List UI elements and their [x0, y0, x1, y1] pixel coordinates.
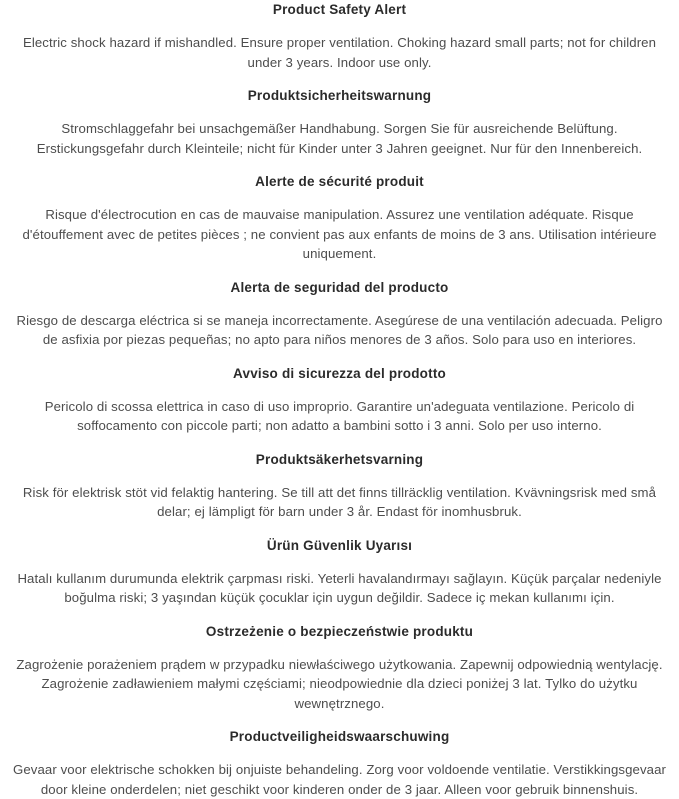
section-body-de: Stromschlaggefahr bei unsachgemäßer Handhabung. Sorgen Sie für ausreichende Belüftung. Erstickungsgefahr durch Kleinteile; nicht für Kinder unter 3 Jahren geeignet. Nur für den Innenbereich. — [36, 121, 643, 156]
safety-section-de — [8, 88, 671, 158]
section-body-pl: Zagrożenie porażeniem prądem w przypadku niewłaściwego użytkowania. Zapewnij odpowiednią wentylację. Zagrożenie zadławieniem małymi częściami; nieodpowiednie dla dzieci poniżej 3 lat. Tylko do użytku wewnętrznego. — [16, 656, 663, 711]
safety-section-it — [8, 366, 671, 436]
safety-section-es — [8, 280, 671, 350]
section-title-tr: Ürün Güvenlik Uyarısı — [266, 537, 413, 553]
safety-section-pl — [8, 624, 671, 714]
section-title-fr: Alerte de sécurité produit — [255, 174, 424, 189]
section-title-nl: Productveiligheidswaarschuwing — [229, 729, 450, 744]
safety-section-nl — [8, 729, 671, 799]
safety-section-en — [8, 2, 671, 72]
section-body-sv: Risk för elektrisk stöt vid felaktig hantering. Se till att det finns tillräcklig ventilation. Kvävningsrisk med små delar; ej lämpligt för barn under 3 år. Endast för inomhusbruk. — [22, 484, 657, 519]
section-body-it: Pericolo di scossa elettrica in caso di uso improprio. Garantire un'adeguata ventilazione. Pericolo di soffocamento con piccole parti; non adatto a bambini sotto i 3 anni. Solo per uso interno. — [44, 398, 635, 433]
section-title-es: Alerta de seguridad del producto — [230, 279, 449, 295]
section-title-pl: Ostrzeżenie o bezpieczeństwie produktu — [205, 623, 474, 639]
section-title-de: Produktsicherheitswarnung — [247, 88, 432, 103]
section-title-it: Avviso di sicurezza del prodotto — [233, 365, 446, 381]
section-title-sv: Produktsäkerhetsvarning — [255, 451, 424, 467]
section-body-es: Riesgo de descarga eléctrica si se maneja incorrectamente. Asegúrese de una ventilación adecuada. Peligro de asfixia por piezas pequeñas; no apto para niños menores de 3 años. Solo para uso en interiores. — [16, 312, 663, 347]
safety-section-tr — [8, 538, 671, 608]
section-body-en: Electric shock hazard if mishandled. Ensure proper ventilation. Choking hazard small parts; not for children under 3 years. Indoor use only. — [22, 35, 657, 70]
safety-section-sv — [8, 452, 671, 522]
section-title-en: Product Safety Alert — [272, 2, 407, 17]
section-body-fr: Risque d'électrocution en cas de mauvaise manipulation. Assurez une ventilation adéquate. Risque d'étouffement avec de petites pièces ; ne convient pas aux enfants de moins de 3 ans. Utilisation intérieure uniquement. — [22, 207, 657, 261]
section-body-tr: Hatalı kullanım durumunda elektrik çarpması riski. Yeterli havalandırmayı sağlayın. Küçük parçalar nedeniyle boğulma riski; 3 yaşından küçük çocuklar için uygun değildir. Sadece iç mekan kullanımı için. — [17, 570, 662, 605]
section-body-nl: Gevaar voor elektrische schokken bij onjuiste behandeling. Zorg voor voldoende ventilatie. Verstikkingsgevaar door kleine onderdelen; niet geschikt voor kinderen onder de 3 jaar. Alleen voor gebruik binnenshuis. — [12, 762, 667, 797]
safety-section-fr — [8, 174, 671, 264]
